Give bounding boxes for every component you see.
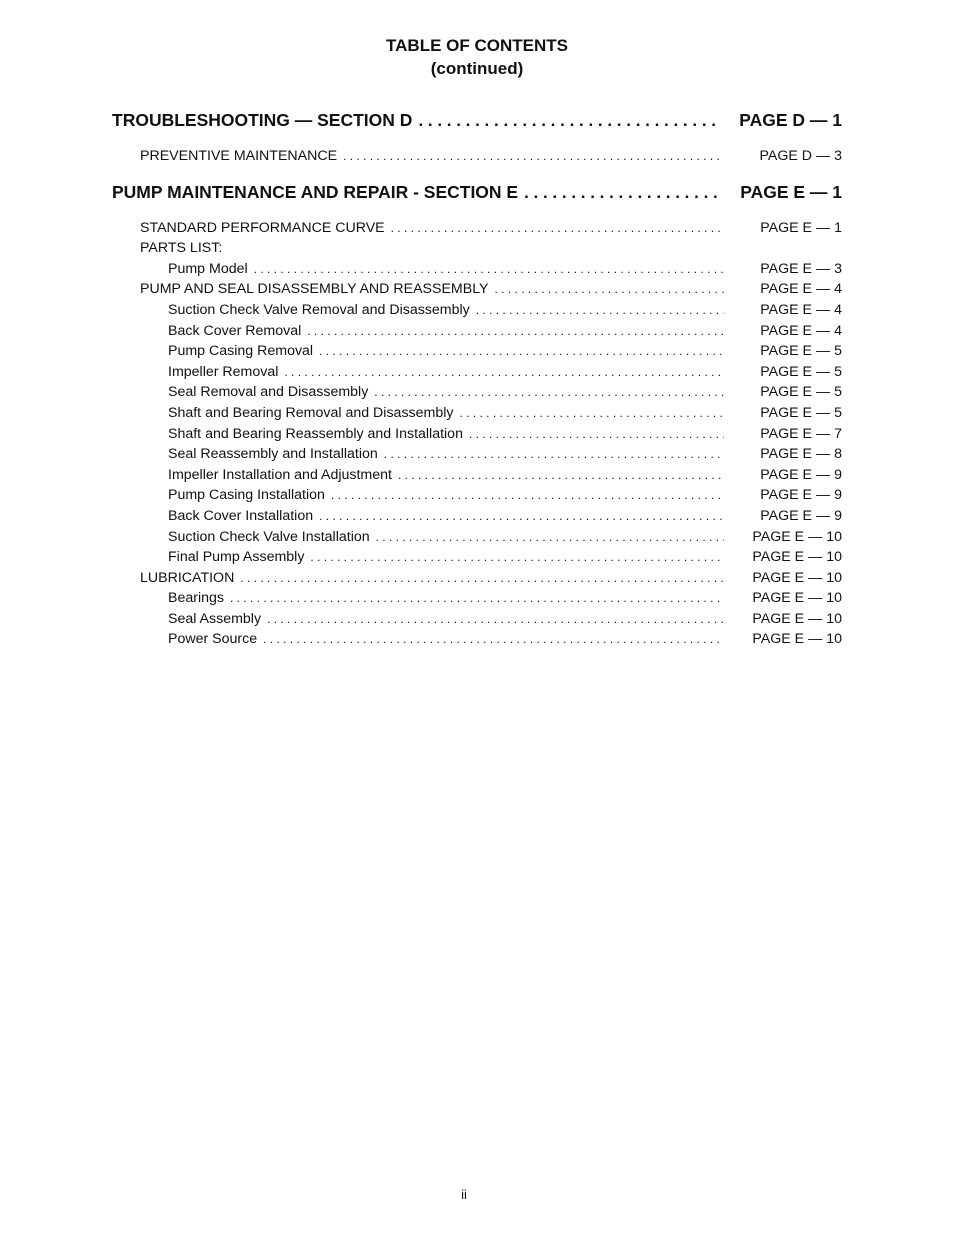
dot-leader <box>418 108 720 134</box>
page-number: ii <box>461 1187 467 1202</box>
toc-entry-lubrication[interactable] <box>112 568 842 589</box>
toc-entry-power-source[interactable] <box>112 629 842 650</box>
spacer <box>112 167 842 179</box>
table-of-contents <box>112 107 842 650</box>
dot-leader <box>230 588 724 609</box>
toc-entry-label: Power Source <box>168 631 258 648</box>
dot-leader <box>384 444 724 465</box>
dot-leader <box>476 300 724 321</box>
dot-leader <box>459 403 724 424</box>
toc-entry-page: PAGE D — 3 <box>759 148 842 164</box>
toc-entry-label: Pump Model <box>168 260 248 277</box>
dot-leader <box>319 341 724 362</box>
toc-title-line1: TABLE OF CONTENTS <box>386 36 568 55</box>
toc-heading-parts-list <box>112 238 842 259</box>
toc-entry-pump-seal-disassembly-reassembly[interactable] <box>112 279 842 300</box>
spacer <box>112 205 842 218</box>
toc-entry-page: PAGE E — 8 <box>760 446 842 463</box>
toc-entry-page: PAGE E — 9 <box>760 466 842 483</box>
toc-entry-label: Bearings <box>168 590 224 607</box>
dot-leader <box>391 218 724 239</box>
toc-entry-label: PUMP AND SEAL DISASSEMBLY AND REASSEMBLY <box>140 281 489 298</box>
toc-entry-impeller-installation[interactable] <box>112 465 842 486</box>
dot-leader <box>376 527 724 548</box>
dot-leader <box>469 424 724 445</box>
toc-entry-page: PAGE E — 10 <box>752 610 842 627</box>
toc-entry-label: Seal Assembly <box>168 610 262 627</box>
toc-entry-suction-check-valve-removal[interactable] <box>112 300 842 321</box>
toc-entry-shaft-bearing-removal[interactable] <box>112 403 842 424</box>
toc-entry-final-pump-assembly[interactable] <box>112 547 842 568</box>
toc-entry-label: STANDARD PERFORMANCE CURVE <box>140 219 385 236</box>
toc-entry-label: Impeller Installation and Adjustment <box>168 466 392 483</box>
dot-leader <box>254 259 724 280</box>
toc-entry-page: PAGE E — 5 <box>760 384 842 401</box>
toc-entry-label: PARTS LIST: <box>140 240 223 257</box>
toc-entry-label: Shaft and Bearing Reassembly and Installation <box>168 425 463 442</box>
dot-leader <box>284 362 724 383</box>
dot-leader <box>331 485 724 506</box>
toc-section-label: TROUBLESHOOTING — SECTION D <box>112 110 413 130</box>
toc-entry-page: PAGE E — 10 <box>752 631 842 648</box>
toc-entry-pump-casing-installation[interactable] <box>112 485 842 506</box>
toc-entry-page: PAGE E — 10 <box>752 549 842 566</box>
toc-entry-label: PREVENTIVE MAINTENANCE <box>140 148 338 164</box>
toc-section-pump-maintenance[interactable] <box>112 179 842 205</box>
toc-section-page: PAGE D — 1 <box>739 110 842 130</box>
toc-entry-page: PAGE E — 7 <box>760 425 842 442</box>
toc-entry-label: Back Cover Installation <box>168 507 314 524</box>
toc-entry-page: PAGE E — 1 <box>760 219 842 236</box>
toc-entry-label: Final Pump Assembly <box>168 549 305 566</box>
dot-leader <box>374 382 724 403</box>
toc-entry-label: Seal Reassembly and Installation <box>168 446 378 463</box>
toc-entry-seal-reassembly[interactable] <box>112 444 842 465</box>
dot-leader <box>524 180 720 206</box>
toc-entry-page: PAGE E — 5 <box>760 404 842 421</box>
toc-entry-label: Impeller Removal <box>168 363 279 380</box>
dot-leader <box>319 506 724 527</box>
toc-entry-page: PAGE E — 9 <box>760 487 842 504</box>
toc-entry-standard-performance-curve[interactable] <box>112 218 842 239</box>
toc-section-troubleshooting[interactable] <box>112 107 842 133</box>
toc-entry-page: PAGE E — 10 <box>752 590 842 607</box>
toc-section-label: PUMP MAINTENANCE AND REPAIR - SECTION E <box>112 181 519 202</box>
toc-title <box>0 34 954 80</box>
toc-entry-pump-casing-removal[interactable] <box>112 341 842 362</box>
dot-leader <box>310 547 724 568</box>
toc-entry-preventive-maintenance[interactable] <box>112 146 842 167</box>
dot-leader <box>263 629 724 650</box>
toc-entry-page: PAGE E — 10 <box>752 528 842 545</box>
toc-entry-label: LUBRICATION <box>140 569 235 586</box>
toc-entry-bearings[interactable] <box>112 588 842 609</box>
toc-entry-shaft-bearing-reassembly[interactable] <box>112 424 842 445</box>
toc-entry-page: PAGE E — 9 <box>760 507 842 524</box>
toc-entry-seal-assembly[interactable] <box>112 609 842 630</box>
toc-entry-page: PAGE E — 5 <box>760 363 842 380</box>
toc-title-line2: (continued) <box>430 59 524 78</box>
spacer <box>112 133 842 146</box>
toc-entry-label: Suction Check Valve Removal and Disassembly <box>168 301 470 318</box>
toc-entry-impeller-removal[interactable] <box>112 362 842 383</box>
toc-entry-page: PAGE E — 3 <box>760 260 842 277</box>
toc-entry-back-cover-installation[interactable] <box>112 506 842 527</box>
toc-entry-page: PAGE E — 4 <box>760 322 842 339</box>
toc-entry-suction-check-valve-installation[interactable] <box>112 527 842 548</box>
toc-entry-page: PAGE E — 4 <box>760 281 842 298</box>
toc-section-page: PAGE E — 1 <box>740 181 842 202</box>
toc-entry-pump-model[interactable] <box>112 259 842 280</box>
toc-entry-back-cover-removal[interactable] <box>112 321 842 342</box>
dot-leader <box>343 146 724 167</box>
toc-entry-seal-removal[interactable] <box>112 382 842 403</box>
toc-entry-label: Shaft and Bearing Removal and Disassembly <box>168 404 454 421</box>
dot-leader <box>240 568 724 589</box>
toc-entry-page: PAGE E — 4 <box>760 301 842 318</box>
dot-leader <box>307 321 724 342</box>
toc-entry-label: Seal Removal and Disassembly <box>168 384 369 401</box>
toc-entry-label: Back Cover Removal <box>168 322 302 339</box>
toc-entry-label: Pump Casing Removal <box>168 343 314 360</box>
toc-entry-label: Suction Check Valve Installation <box>168 528 370 545</box>
toc-entry-page: PAGE E — 10 <box>752 569 842 586</box>
dot-leader <box>398 465 724 486</box>
toc-entry-page: PAGE E — 5 <box>760 343 842 360</box>
dot-leader <box>495 279 724 300</box>
toc-entry-label: Pump Casing Installation <box>168 487 325 504</box>
dot-leader <box>267 609 724 630</box>
